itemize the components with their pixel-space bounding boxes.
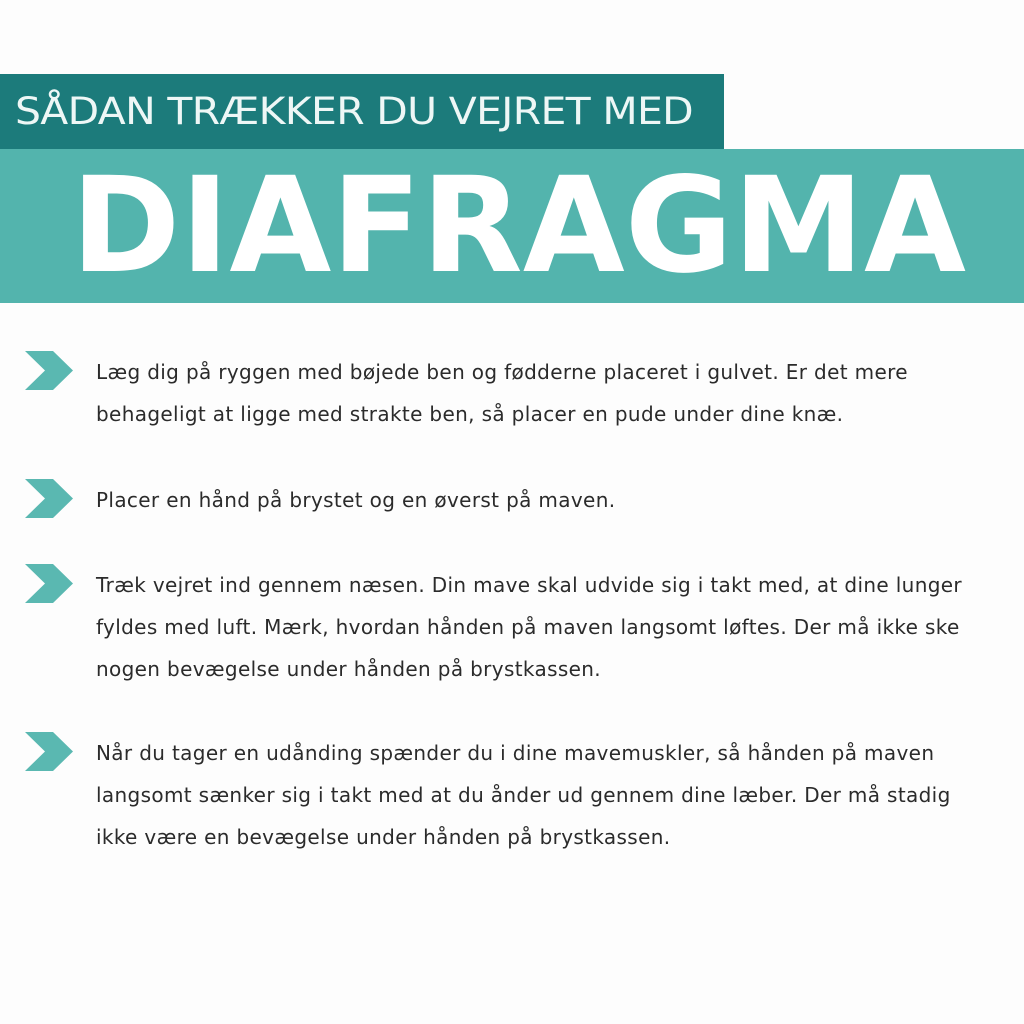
subtitle: SÅDAN TRÆKKER DU VEJRET MED: [15, 90, 693, 133]
step-text: [96, 351, 908, 435]
chevron-right-icon: [25, 564, 73, 603]
step-line: ikke være en bevægelse under hånden på brystkassen.: [96, 825, 671, 849]
step-line: behageligt at ligge med strakte ben, så placer en pude under dine knæ.: [96, 402, 844, 426]
step-line: Læg dig på ryggen med bøjede ben og fødderne placeret i gulvet. Er det mere: [96, 360, 908, 384]
step-text: [96, 564, 962, 690]
step-line: nogen bevægelse under hånden på brystkassen.: [96, 657, 602, 681]
page-title: DIAFRAGMA: [71, 149, 966, 303]
chevron-right-icon: [25, 479, 73, 518]
step-line: langsomt sænker sig i takt med at du ånder ud gennem dine læber. Der må stadig: [96, 783, 951, 807]
chevron-right-icon: [25, 732, 73, 771]
step-line: Placer en hånd på brystet og en øverst på maven.: [96, 488, 616, 512]
step-line: fyldes med luft. Mærk, hvordan hånden på maven langsomt løftes. Der må ikke ske: [96, 615, 960, 639]
step-line: Når du tager en udånding spænder du i dine mavemuskler, så hånden på maven: [96, 741, 935, 765]
step-line: Træk vejret ind gennem næsen. Din mave skal udvide sig i takt med, at dine lunger: [96, 573, 962, 597]
step-text: [96, 732, 951, 858]
step-text: [96, 479, 615, 521]
chevron-right-icon: [25, 351, 73, 390]
